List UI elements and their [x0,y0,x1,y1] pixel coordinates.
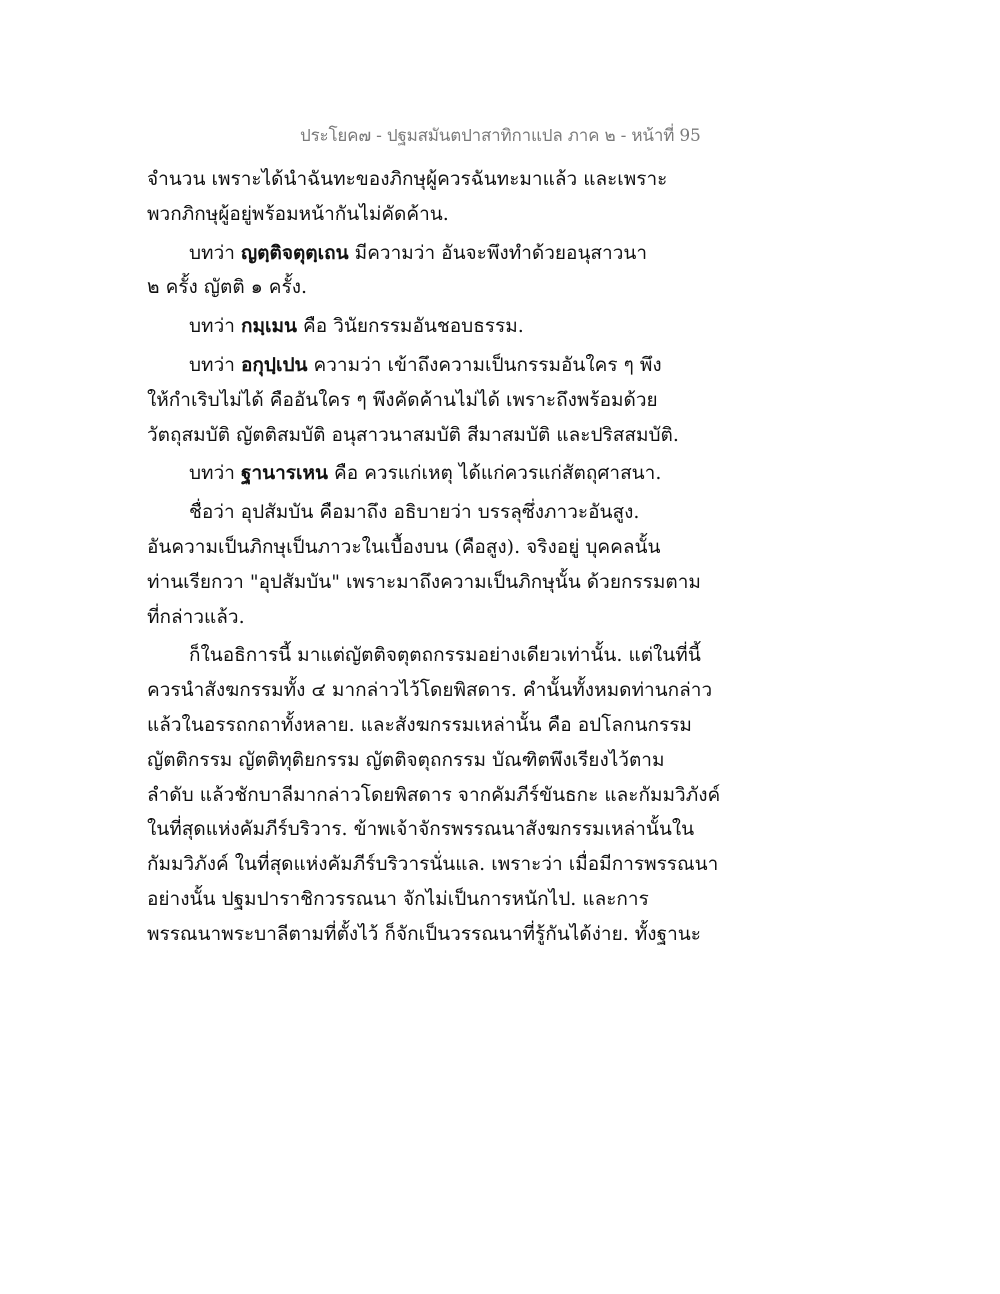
paragraph-first-line [147,348,727,383]
text-line: วัตถุสมบัติ ญัตติสมบัติ อนุสาวนาสมบัติ สีมาสมบัติ และปริสสมบัติ. [147,423,679,446]
text-line: ที่กล่าวแล้ว. [147,605,245,628]
text-line: อันความเป็นภิกษุเป็นภาวะในเบื้องบน (คือสูง). จริงอยู่ บุคคลนั้น [147,535,661,558]
paragraph-first-line [147,309,727,344]
text-line: ญัตติกรรม ญัตติทุติยกรรม ญัตติจตุถกรรม บัณฑิตพึงเรียงไว้ตาม [147,748,665,771]
text-line: จำนวน เพราะได้นำฉันทะของภิกษุผู้ควรฉันทะมาแล้ว และเพราะ [147,168,668,190]
text-line: กัมมวิภังค์ ในที่สุดแห่งคัมภีร์บริวารนั่นแล. เพราะว่า เมื่อมีการพรรณนา [147,853,719,876]
pali-term: กมฺเมน [240,315,298,338]
text-line: ให้กำเริบไม่ได้ คืออันใคร ๆ พึงคัดค้านไม่ได้ เพราะถึงพร้อมด้วย [147,388,658,411]
pali-term: ฐานารเหน [240,462,328,485]
text-line: ๒ ครั้ง ญัตติ ๑ ครั้ง. [147,276,308,299]
term-intro: บทว่า [189,353,241,376]
term-intro: บทว่า [189,462,241,485]
running-header: ประโยค๗ - ปฐมสมันตปาสาทิกาแปล ภาค ๒ - หน้าที่ 95 [300,126,701,146]
pali-term: อกุปฺเปน [240,353,308,376]
term-intro: บทว่า [189,241,241,264]
body-text [147,162,727,952]
text-line: อย่างนั้น ปฐมปาราชิกวรรณนา จักไม่เป็นการหนักไป. และการ [147,887,649,910]
paragraph-first-line: ชื่อว่า อุปสัมบัน คือมาถึง อธิบายว่า บรรลุซึ่งภาวะอันสูง. [189,501,640,524]
text-line: ควรนำสังฆกรรมทั้ง ๔ มากล่าวไว้โดยพิสดาร. คำนั้นทั้งหมดท่านกล่าว [147,679,713,702]
term-gloss: คือ วินัยกรรมอันชอบธรรม. [297,315,524,338]
text-line: แล้วในอรรถกถาทั้งหลาย. และสังฆกรรมเหล่านั้น คือ อปโลกนกรรม [147,713,692,736]
text-line: ในที่สุดแห่งคัมภีร์บริวาร. ข้าพเจ้าจักรพรรณนาสังฆกรรมเหล่านั้นใน [147,818,695,841]
text-line: พรรณนาพระบาลีตามที่ตั้งไว้ ก็จักเป็นวรรณนาที่รู้กันได้ง่าย. ทั้งฐานะ [147,922,701,945]
text-line: พวกภิกษุผู้อยู่พร้อมหน้ากันไม่คัดค้าน. [147,202,449,225]
paragraph-first-line [147,236,727,271]
pali-term: ญตฺติจตุตฺเถน [240,241,349,264]
paragraph-first-line [147,456,727,491]
term-gloss: คือ ควรแก่เหตุ ได้แก่ควรแก่สัตถุศาสนา. [328,462,662,485]
paragraph-first-line: ก็ในอธิการนี้ มาแต่ญัตติจตุตถกรรมอย่างเดียวเท่านั้น. แต่ในที่นี้ [189,644,701,667]
term-gloss: ความว่า เข้าถึงความเป็นกรรมอันใคร ๆ พึง [307,353,662,376]
text-line: ท่านเรียกวา "อุปสัมบัน" เพราะมาถึงความเป็นภิกษุนั้น ด้วยกรรมตาม [147,570,701,593]
term-gloss: มีความว่า อันจะพึงทำด้วยอนุสาวนา [348,241,648,264]
term-intro: บทว่า [189,315,241,338]
text-line: ลำดับ แล้วชักบาลีมากล่าวโดยพิสดาร จากคัมภีร์ขันธกะ และกัมมวิภังค์ [147,783,721,806]
